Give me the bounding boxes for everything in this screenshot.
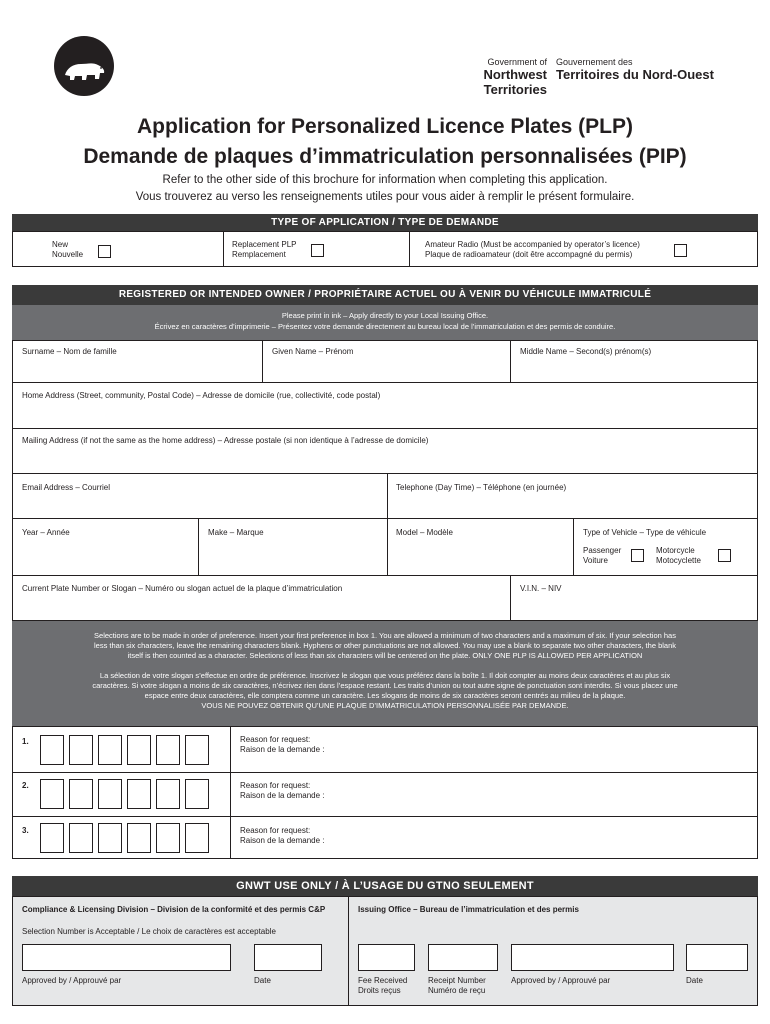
type-new-checkbox[interactable] [98, 245, 111, 258]
motorcycle-en: Motorcycle [656, 546, 695, 555]
fee-received-field[interactable] [358, 944, 415, 971]
intro-en: Refer to the other side of this brochure for information when completing this application. [162, 174, 608, 186]
email-label: Email Address – Courriel [22, 483, 111, 492]
choice-3-reason-field[interactable] [232, 846, 756, 858]
choice-1-char-3[interactable] [98, 735, 122, 765]
page-title [0, 112, 770, 172]
choice-3-reason-fr: Raison de la demande : [240, 836, 325, 845]
mailing-address-field[interactable] [14, 448, 756, 471]
passenger-fr: Voiture [583, 556, 608, 565]
type-new-line1: New [52, 240, 69, 249]
date-right-label: Date [686, 976, 703, 985]
type-amateur-line1: Amateur Radio (Must be accompanied by operator’s licence) [425, 240, 640, 249]
model-field[interactable] [389, 540, 571, 573]
fee-received-en: Fee Received [358, 976, 408, 985]
middle-name-label: Middle Name – Second(s) prénom(s) [520, 347, 652, 356]
telephone-label: Telephone (Day Time) – Téléphone (en journée) [396, 483, 567, 492]
choice-3-char-6[interactable] [185, 823, 209, 853]
surname-field[interactable] [14, 358, 260, 380]
selection-instructions [12, 621, 758, 726]
choice-3-char-5[interactable] [156, 823, 180, 853]
gov-en [427, 57, 547, 97]
instructions-fr-1: La sélection de votre slogan s’effectue en ordre de préférence. Inscrivez le slogan que vous préférez dans la boîte 1. Il doit compter au moins deux caractères et au plus six [99, 671, 671, 680]
choice-1-reason-en: Reason for request: [240, 735, 311, 744]
type-new-line2: Nouvelle [52, 250, 84, 259]
instructions-fr-3: espace entre deux caractères, elle comptera comme un caractère. Les slogans de moins de six caractères seront centrés au milieu de la plaque. [144, 691, 626, 700]
type-section [12, 231, 758, 267]
date-left-field[interactable] [254, 944, 322, 971]
model-label: Model – Modèle [396, 528, 453, 537]
gov-en-big: Northwest Territories [483, 67, 547, 97]
owner-note-fr: Écrivez en caractères d’imprimerie – Présentez votre demande directement au bureau local de l’immatriculation et des permis de conduire. [154, 322, 616, 331]
given-name-label: Given Name – Prénom [272, 347, 354, 356]
gnwt-logo [53, 35, 115, 97]
choice-2-reason-field[interactable] [232, 801, 756, 815]
instructions-fr-2: caractères. Si votre slogan a moins de six caractères, n’écrivez rien dans l’espace restant. Les traits d’union ou tout autre signe de ponctuation sont interdits. Si vous placez une [92, 681, 678, 690]
passenger-en: Passenger [583, 546, 622, 555]
choice-1-char-1[interactable] [40, 735, 64, 765]
instructions-en-2: less than six characters, leave the remaining characters blank. Hyphens or other punctuations are not allowed. You may use a blank to separate two other characters, the blank [94, 641, 676, 650]
choice-2-char-1[interactable] [40, 779, 64, 809]
choice-3-reason-label [240, 826, 325, 846]
middle-name-field[interactable] [512, 358, 756, 380]
motorcycle-label [656, 546, 701, 566]
choice-2-char-5[interactable] [156, 779, 180, 809]
choice-1-char-2[interactable] [69, 735, 93, 765]
motorcycle-fr: Motocyclette [656, 556, 701, 565]
instructions-fr-4: VOUS NE POUVEZ OBTENIR QU’UNE PLAQUE D’IMMATRICULATION PERSONNALISÉE PAR DEMANDE. [201, 701, 569, 710]
vehicle-type-label: Type of Vehicle – Type de véhicule [583, 528, 707, 537]
choice-2-number: 2. [22, 781, 29, 790]
vin-label: V.I.N. – NIV [520, 584, 562, 593]
choice-3-char-1[interactable] [40, 823, 64, 853]
title-fr: Demande de plaques d’immatriculation personnalisées (PIP) [83, 145, 687, 168]
intro [0, 172, 770, 206]
choice-3-number: 3. [22, 826, 29, 835]
choice-2-char-6[interactable] [185, 779, 209, 809]
choice-1-number: 1. [22, 737, 29, 746]
choice-2-reason-label [240, 781, 325, 801]
choice-3-char-4[interactable] [127, 823, 151, 853]
type-amateur-label [425, 240, 640, 260]
approved-by-right-field[interactable] [511, 944, 674, 971]
choice-1-char-4[interactable] [127, 735, 151, 765]
receipt-number-field[interactable] [428, 944, 498, 971]
office-left-title: Compliance & Licensing Division – Division de la conformité et des permis C&P [22, 905, 326, 914]
approved-by-left-field[interactable] [22, 944, 231, 971]
instructions-en-3: itself is then counted as a character. Selections of less than six characters will be centered on the plate. ONLY ONE PLP IS ALLOWED PER APPLICATION [127, 651, 643, 660]
choice-3-char-2[interactable] [69, 823, 93, 853]
choice-3-char-3[interactable] [98, 823, 122, 853]
date-left-label: Date [254, 976, 271, 985]
fee-received-fr: Droits reçus [358, 986, 401, 995]
current-plate-field[interactable] [14, 596, 508, 619]
choice-2-char-3[interactable] [98, 779, 122, 809]
choice-1-reason-fr: Raison de la demande : [240, 745, 325, 754]
gov-fr-small: Gouvernement des [556, 57, 633, 67]
year-field[interactable] [14, 540, 196, 573]
instructions-en-1: Selections are to be made in order of preference. Insert your first preference in box 1. You are allowed a minimum of two characters and a maximum of six. If your selection has [94, 631, 676, 640]
type-replacement-checkbox[interactable] [311, 244, 324, 257]
choice-1-reason-label [240, 735, 325, 755]
approved-by-left-label: Approved by / Approuvé par [22, 976, 122, 985]
office-section-heading: GNWT USE ONLY / À L’USAGE DU GTNO SEULEMENT [12, 876, 758, 896]
acceptable-label: Selection Number is Acceptable / Le choix de caractères est acceptable [22, 927, 276, 936]
given-name-field[interactable] [264, 358, 508, 380]
current-plate-label: Current Plate Number or Slogan – Numéro ou slogan actuel de la plaque d’immatriculation [22, 584, 343, 593]
intro-fr: Vous trouverez au verso les renseignements utiles pour vous aider à remplir le présent formulaire. [135, 191, 635, 203]
surname-label: Surname – Nom de famille [22, 347, 117, 356]
receipt-number-en: Receipt Number [428, 976, 486, 985]
choice-1-reason-field[interactable] [232, 756, 756, 770]
date-right-field[interactable] [686, 944, 748, 971]
title-en: Application for Personalized Licence Plates (PLP) [137, 115, 633, 138]
receipt-number-fr: Numéro de reçu [428, 986, 486, 995]
choice-2-char-2[interactable] [69, 779, 93, 809]
choice-1-char-6[interactable] [185, 735, 209, 765]
make-field[interactable] [200, 540, 385, 573]
type-replacement-label [232, 240, 296, 260]
home-address-label: Home Address (Street, community, Postal Code) – Adresse de domicile (rue, collectivité, code postal) [22, 391, 381, 400]
approved-by-right-label: Approved by / Approuvé par [511, 976, 611, 985]
fee-received-label [358, 976, 407, 996]
office-right-title: Issuing Office – Bureau de l’immatriculation et des permis [358, 905, 579, 914]
choices-section [12, 726, 758, 859]
year-label: Year – Année [22, 528, 70, 537]
home-address-field[interactable] [14, 403, 756, 426]
motorcycle-checkbox[interactable] [718, 549, 731, 562]
choice-2-char-4[interactable] [127, 779, 151, 809]
choice-3-reason-en: Reason for request: [240, 826, 311, 835]
polar-bear-icon [53, 35, 115, 97]
email-field[interactable] [14, 495, 385, 516]
mailing-address-label: Mailing Address (if not the same as the home address) – Adresse postale (si non identique à l’adresse de domicile) [22, 436, 429, 445]
owner-section-heading: REGISTERED OR INTENDED OWNER / PROPRIÉTAIRE ACTUEL OU À VENIR DU VÉHICULE IMMATRICULÉ [12, 285, 758, 305]
type-amateur-line2: Plaque de radioamateur (doit être accompagné du permis) [425, 250, 633, 259]
vin-field[interactable] [512, 596, 756, 619]
type-amateur-checkbox[interactable] [674, 244, 687, 257]
make-label: Make – Marque [208, 528, 264, 537]
gov-fr-big: Territoires du Nord-Ouest [556, 67, 714, 82]
type-new-label [52, 240, 83, 260]
passenger-checkbox[interactable] [631, 549, 644, 562]
choice-2-reason-en: Reason for request: [240, 781, 311, 790]
owner-note-en: Please print in ink – Apply directly to your Local Issuing Office. [281, 311, 489, 320]
type-section-heading: TYPE OF APPLICATION / TYPE DE DEMANDE [12, 214, 758, 231]
choice-1-char-5[interactable] [156, 735, 180, 765]
owner-note [12, 305, 758, 340]
type-replacement-line1: Replacement PLP [232, 240, 297, 249]
receipt-number-label [428, 976, 486, 996]
passenger-label [583, 546, 621, 566]
telephone-field[interactable] [389, 495, 756, 516]
type-replacement-line2: Remplacement [232, 250, 286, 259]
choice-2-reason-fr: Raison de la demande : [240, 791, 325, 800]
gov-fr [556, 57, 716, 82]
gov-en-small: Government of [487, 57, 547, 67]
